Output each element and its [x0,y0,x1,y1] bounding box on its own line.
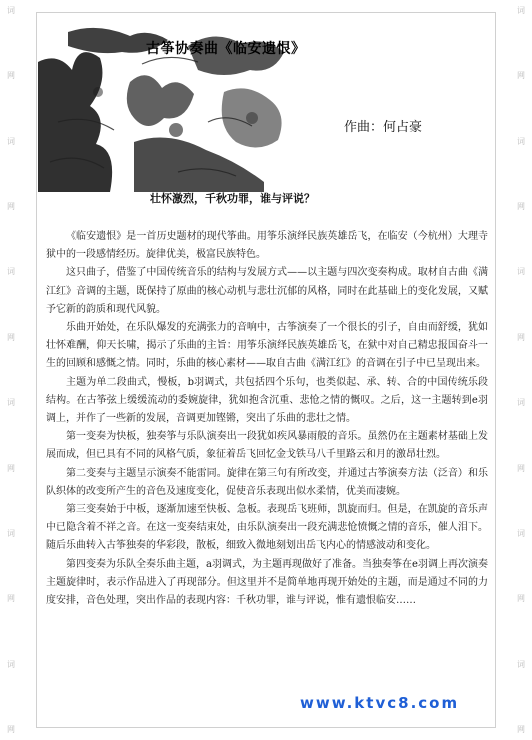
margin-mark: 网 [516,594,526,604]
margin-mark: 词 [516,398,526,408]
margin-mark: 网 [6,332,16,342]
margin-mark: 词 [6,398,16,408]
paragraph: 第三变奏始于中板，逐渐加速至快板、急板。表现岳飞班师，凯旋而归。但是，在凯旋的音乐声中已隐含着不祥之音。在这一变奏结束处，由乐队演奏出一段充满悲怆愤慨之情的音乐，催人泪下。随后乐曲转入古筝独奏的华彩段，散板，细致入微地刻划出岳飞内心的情感波动和变化。 [46,504,488,552]
margin-mark: 词 [6,136,16,146]
margin-mark: 词 [516,659,526,669]
margin-mark: 网 [6,71,16,81]
page-title: 古筝协奏曲《临安遗恨》 [146,41,306,57]
margin-mark: 网 [516,463,526,473]
margin-mark: 网 [516,332,526,342]
paragraph: 第一变奏为快板，独奏筝与乐队演奏出一段犹如疾风暴雨般的音乐。虽然仍在主题素材基础上发展而成，但已具有不同的风格气质，象征着岳飞回忆金戈铁马八千里路云和月的激昂壮烈。 [46,431,488,461]
site-watermark: www.ktvc8.com [300,694,460,712]
margin-mark: 网 [6,594,16,604]
margin-mark: 网 [516,71,526,81]
paragraph: 第二变奏与主题呈示演奏不能雷同。旋律在第三句有所改变，并通过古筝演奏方法（泛音）和乐队织体的改变所产生的音色及速度变化，促使音乐表现出似水柔情，优美而凄婉。 [46,467,488,497]
margin-mark: 网 [6,202,16,212]
paragraph: 第四变奏为乐队全奏乐曲主题，a羽调式，为主题再现做好了准备。当独奏筝在e羽调上再次演奏主题旋律时，表示作品进入了再现部分。但这里并不是简单地再现开始处的主题，而是通过不同的力度安排，音色处理，突出作品的表现内容：千秋功罪，谁与评说，惟有遗恨临安…… [46,558,488,607]
margin-mark: 网 [516,724,526,734]
margin-mark: 词 [516,136,526,146]
tagline: 壮怀激烈，千秋功罪，谁与评说？ [150,192,315,205]
paragraph: 主题为单二段曲式，慢板，b羽调式，共包括四个乐句，也类似起、承、转、合的中国传统乐段结构。在古筝弦上缓缓流动的委婉旋律，犹如抱含沉重、悲怆之情的慨叹。之后，这一主题转到e羽调上，并作了一些新的发展，音调更加铿锵，突出了乐曲的悲壮之情。 [46,376,488,425]
margin-mark: 词 [6,6,16,15]
article-body [46,228,488,610]
margin-mark: 网 [6,724,16,734]
paragraph: 这只曲子，借鉴了中国传统音乐的结构与发展方式——以主题与四次变奏构成。取材自古曲《满江红》音调的主题，既保持了原曲的核心动机与悲壮沉郁的风格，同时在此基础上的变化发展，又赋予它新的韵质和现代风貌。 [46,267,488,315]
margin-mark: 词 [6,267,16,277]
margin-mark: 词 [516,528,526,538]
left-margin-watermark [0,0,22,740]
right-margin-watermark [510,0,532,740]
margin-mark: 词 [516,6,526,15]
margin-mark: 词 [6,659,16,669]
paragraph: 乐曲开始处，在乐队爆发的充满张力的音响中，古筝演奏了一个很长的引子，自由而舒缓，犹如壮怀难酬，仰天长啸，揭示了乐曲的主旨：用筝乐演绎民族英雄岳飞，在狱中对自己精忠报国奋斗一生的回顾和感慨之情。同时，乐曲的核心素材——取自古曲《满江红》的音调在引子中已呈现出来。 [46,322,488,370]
paragraph: 《临安遗恨》是一首历史题材的现代筝曲。用筝乐演绎民族英雄岳飞，在临安（今杭州）大理寺狱中的一段感情经历。旋律优美，极富民族特色。 [46,231,488,261]
margin-mark: 词 [516,267,526,277]
composer-credit: 作曲：何占豪 [344,120,423,135]
margin-mark: 词 [6,528,16,538]
margin-mark: 网 [516,202,526,212]
margin-mark: 网 [6,463,16,473]
